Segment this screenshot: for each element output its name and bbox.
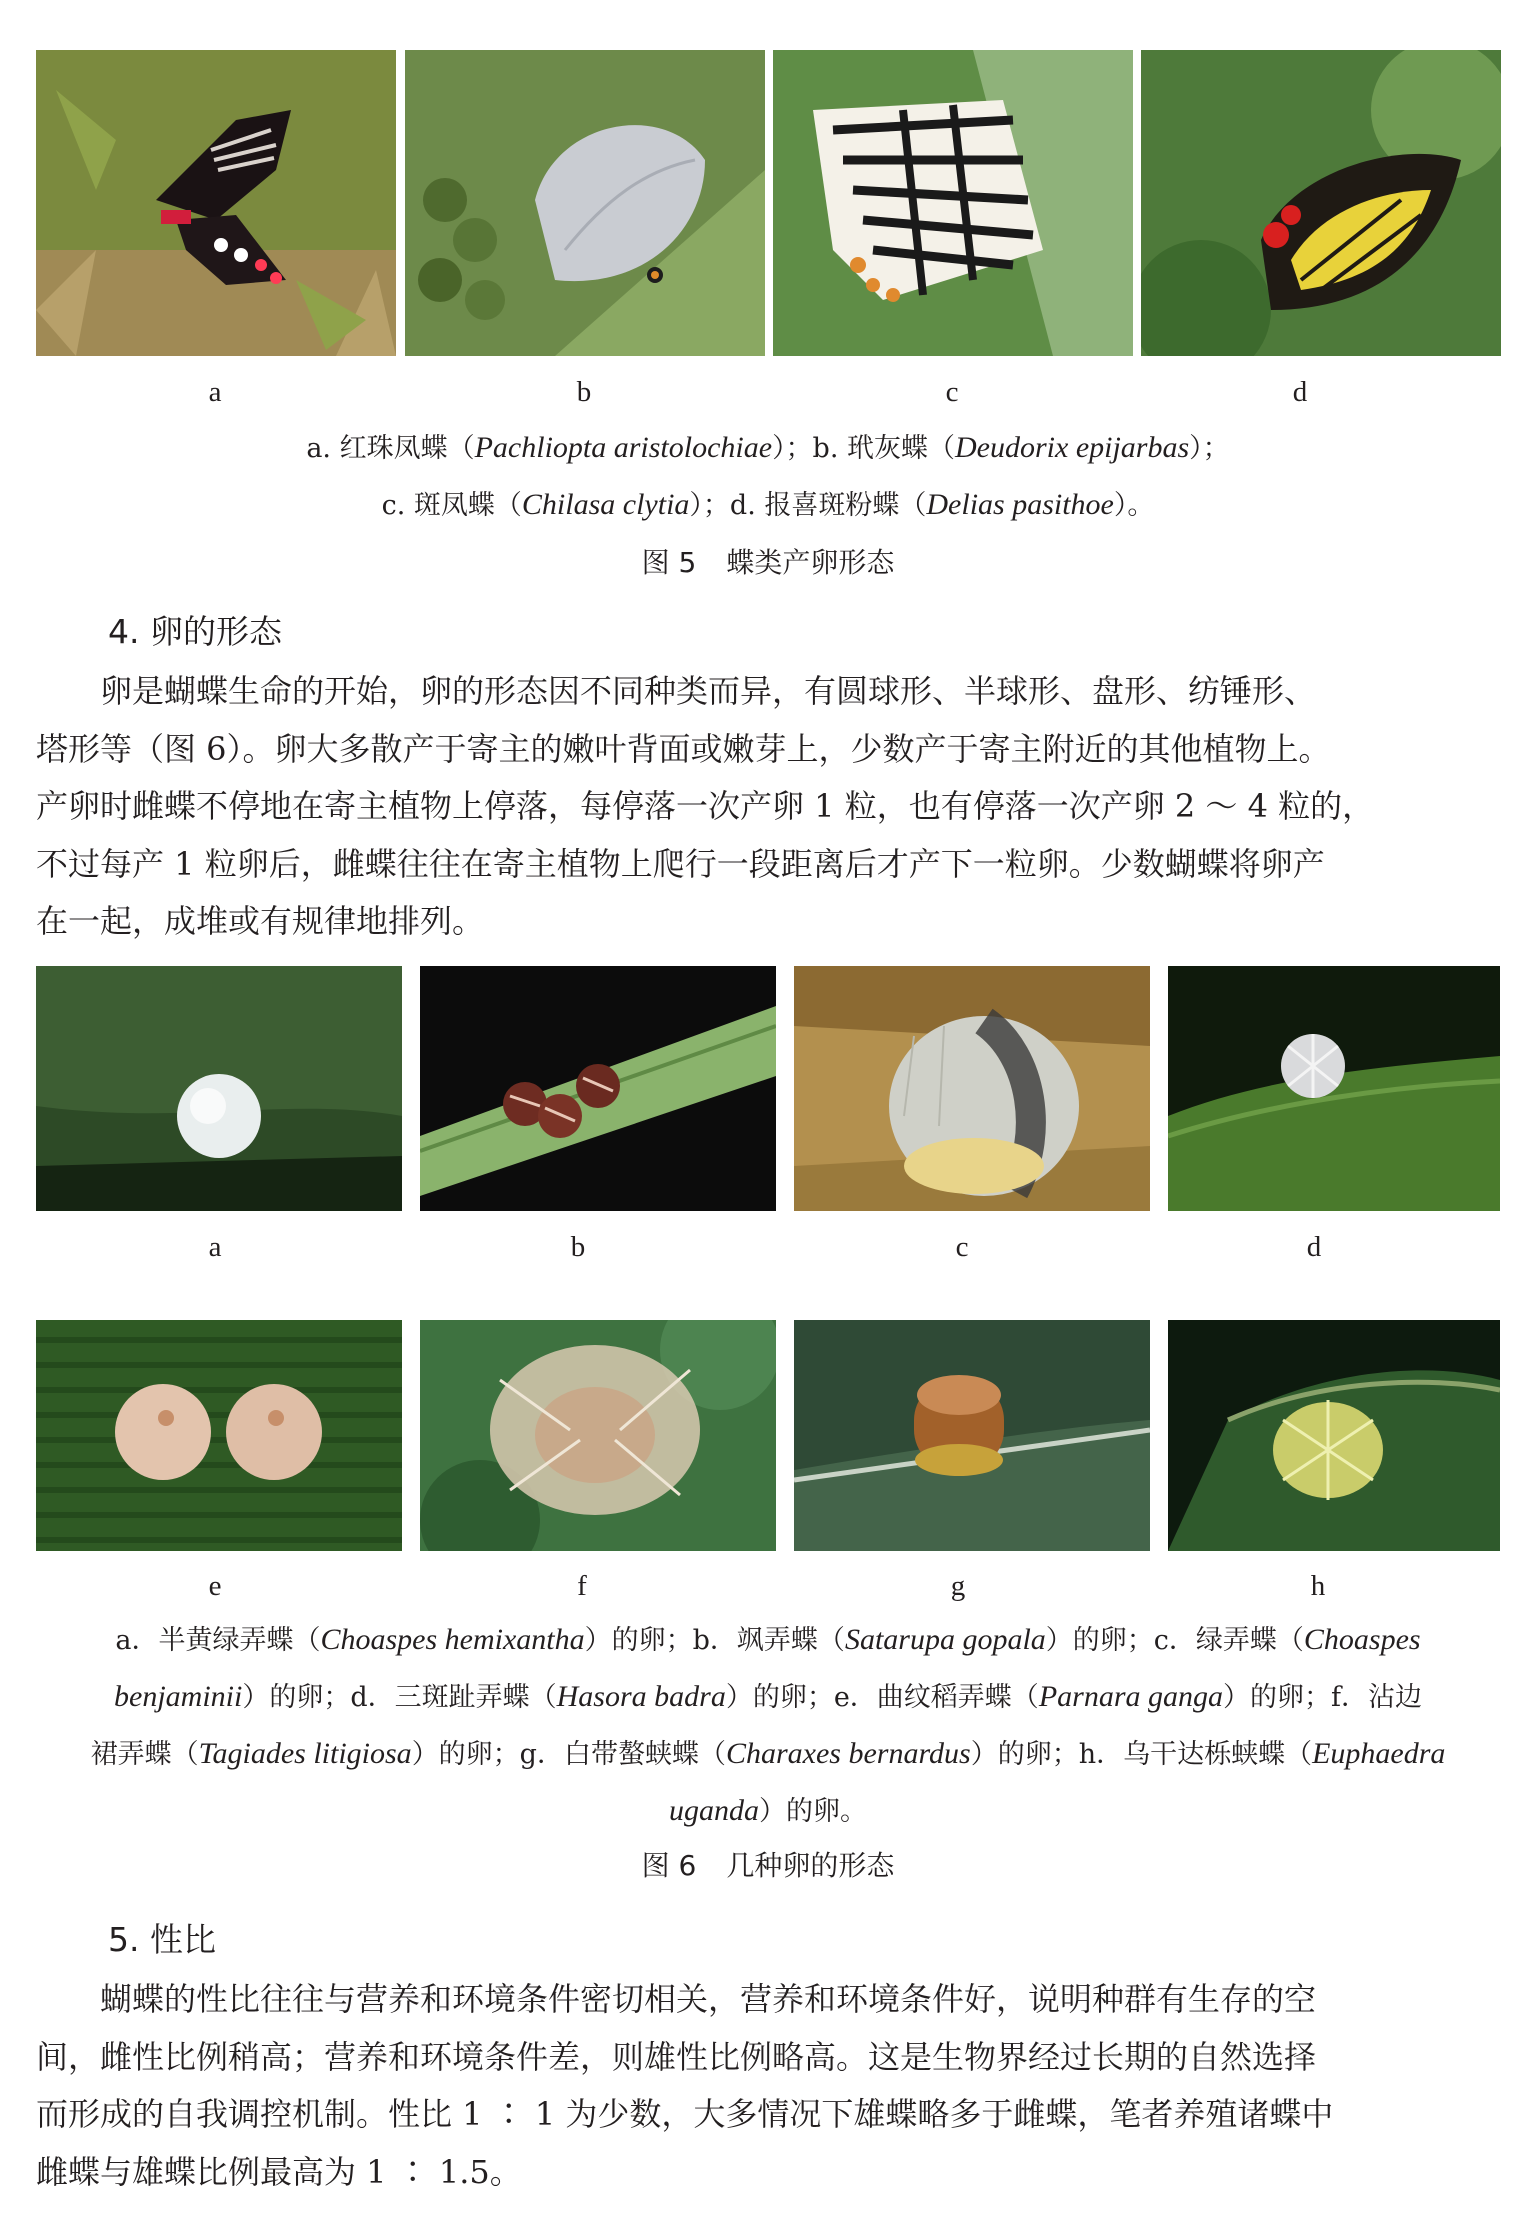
fig6-caption-line: [36, 1668, 1500, 1726]
paragraph-line: 而形成的自我调控机制。性比 1 ∶ 1 为少数，大多情况下雄蝶略多于雌蝶，笔者养殖诸蝶中: [36, 2095, 1334, 2133]
fig5-panel-label: b: [576, 376, 592, 408]
paragraph-line: 产卵时雌蝶不停地在寄主植物上停落，每停落一次产卵 1 粒，也有停落一次产卵 2 ～ 4 粒的，: [36, 787, 1375, 825]
fig5-caption-line: [36, 476, 1500, 534]
species-name: Delias pasithoe: [926, 488, 1114, 521]
fig6-panel-label: c: [955, 1231, 969, 1263]
fig5-photo-d: [1141, 50, 1501, 356]
fig5-photo-c: [773, 50, 1133, 356]
fig5-panel-label: a: [208, 376, 222, 408]
fig6-panel-label: e: [208, 1570, 222, 1602]
paragraph-line: 塔形等（图 6）。卵大多散产于寄主的嫩叶背面或嫩芽上，少数产于寄主附近的其他植物上。: [36, 729, 1331, 768]
fig5-photo-a: [36, 50, 396, 356]
caption-text: ）的卵；b．飒弄蝶（: [584, 1625, 845, 1656]
caption-text: ）；b. 玳灰蝶（: [772, 433, 956, 464]
caption-text: ）。: [1113, 490, 1155, 521]
fig6-caption-line: [36, 1782, 1500, 1840]
fig6-photo-f: [420, 1320, 776, 1551]
fig6-panel-label: g: [950, 1570, 966, 1602]
fig6-panel-label: h: [1310, 1570, 1326, 1602]
paragraph-line: 不过每产 1 粒卵后，雌蝶往往在寄主植物上爬行一段距离后才产下一粒卵。少数蝴蝶将卵产: [36, 844, 1325, 883]
paragraph-line: 蝴蝶的性比往往与营养和环境条件密切相关，营养和环境条件好，说明种群有生存的空: [36, 1980, 1317, 2018]
fig5-photo-b: [405, 50, 765, 356]
fig6-photo-e: [36, 1320, 402, 1551]
species-name: Deudorix epijarbas: [955, 431, 1190, 464]
species-name: Charaxes bernardus: [725, 1737, 971, 1770]
caption-text: ）的卵；g．白带螯蛱蝶（: [411, 1739, 726, 1770]
species-name: Tagiades litigiosa: [198, 1737, 412, 1770]
fig6-panel-label: a: [208, 1231, 222, 1263]
species-name: Chilasa clytia: [521, 488, 690, 521]
section5-paragraph: [36, 1971, 1500, 2201]
fig6-photo-h: [1168, 1320, 1500, 1551]
fig6-photo-b: [420, 966, 776, 1211]
section4-paragraph: [36, 663, 1500, 951]
species-name: Parnara ganga: [1038, 1680, 1223, 1713]
fig6-photo-a: [36, 966, 402, 1211]
fig5-panel-label: d: [1292, 376, 1308, 408]
caption-text: ）的卵；e．曲纹稻弄蝶（: [725, 1682, 1039, 1713]
paragraph-line: 在一起，成堆或有规律地排列。: [36, 902, 485, 940]
caption-text: ）的卵；c．绿弄蝶（: [1045, 1625, 1304, 1656]
species-name: Euphaedra: [1312, 1737, 1446, 1770]
caption-text: ）的卵。: [759, 1796, 867, 1827]
species-name: Satarupa gopala: [844, 1623, 1046, 1656]
caption-text: ）的卵；h．乌干达栎蛱蝶（: [970, 1739, 1313, 1770]
species-name: benjaminii: [114, 1680, 243, 1713]
species-name: Choaspes hemixantha: [320, 1623, 585, 1656]
fig6-caption-line: [36, 1611, 1500, 1669]
caption-text: ）；d. 报喜斑粉蝶（: [689, 490, 927, 521]
caption-text: a．半黄绿弄蝶（: [115, 1625, 321, 1656]
fig6-photo-d: [1168, 966, 1500, 1211]
caption-text: c. 斑凤蝶（: [381, 490, 522, 521]
fig6-caption-line: [36, 1725, 1500, 1783]
caption-text: 裙弄蝶（: [90, 1739, 199, 1770]
fig6-photo-g: [794, 1320, 1150, 1551]
fig5-title-number: 图 5: [641, 546, 697, 579]
species-name: uganda: [669, 1794, 759, 1827]
fig5-title-text: 蝶类产卵形态: [726, 546, 895, 579]
species-name: Choaspes: [1303, 1623, 1421, 1656]
caption-text: a. 红珠凤蝶（: [306, 433, 475, 464]
caption-text: ）；: [1189, 433, 1230, 464]
fig5-title: [36, 543, 1500, 583]
fig6-panel-label: f: [577, 1570, 587, 1602]
fig6-title-text: 几种卵的形态: [726, 1849, 895, 1882]
fig6-title-number: 图 6: [641, 1849, 697, 1882]
section4-heading: 4. 卵的形态: [108, 612, 282, 651]
fig6-photo-c: [794, 966, 1150, 1211]
fig6-panel-label: b: [570, 1231, 586, 1263]
species-name: Pachliopta aristolochiae: [474, 431, 773, 464]
section5-heading: 5. 性比: [108, 1920, 216, 1959]
fig5-panel-label: c: [945, 376, 959, 408]
species-name: Hasora badra: [556, 1680, 726, 1713]
fig6-title: [36, 1846, 1500, 1886]
fig6-panel-label: d: [1306, 1231, 1322, 1263]
paragraph-line: 间，雌性比例稍高；营养和环境条件差，则雄性比例略高。这是生物界经过长期的自然选择: [36, 2037, 1317, 2076]
paragraph-line: 卵是蝴蝶生命的开始，卵的形态因不同种类而异，有圆球形、半球形、盘形、纺锤形、: [36, 672, 1317, 710]
caption-text: ）的卵；d．三斑趾弄蝶（: [242, 1682, 557, 1713]
fig5-caption-line: [36, 419, 1500, 477]
paragraph-line: 雌蝶与雄蝶比例最高为 1 ∶ 1.5。: [36, 2152, 522, 2191]
caption-text: ）的卵；f．沾边: [1223, 1682, 1422, 1713]
